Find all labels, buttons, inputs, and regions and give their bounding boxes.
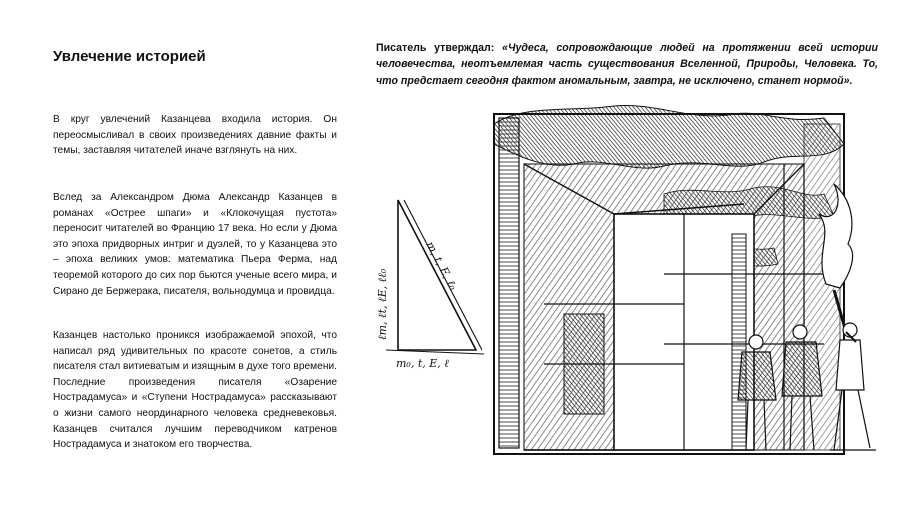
formula-hypotenuse: m, t, E, ℓ₀ [423, 239, 460, 293]
paragraph-dumas: Вслед за Александром Дюма Александр Казанцев в романах «Острее шпаги» и «Клокочущая пустота» переносит читателей во Францию 17 века. Но если у Дюма это эпоха придворных интриг и дуэлей, то у Казанцева это – эпоха великих умов: математика Пьера Ферма, над теоремой которого до сих пор бьются ученые всего мира, и Сирано де Бержерака, писателя, вольнодумца и провидца. [53, 192, 337, 297]
tower-illustration [364, 104, 884, 484]
quote-lead: Писатель утверждал: [376, 42, 503, 54]
page-title: Увлечение историей [53, 48, 206, 65]
paragraph-intro: В круг увлечений Казанцева входила история. Он переосмысливал в своих произведениях давние факты и темы, заставляя читателей иначе взглянуть на них. [53, 114, 337, 157]
formula-left: ℓm, ℓt, ℓE, ℓℓ₀ [376, 268, 389, 340]
formula-bottom: m₀, t, E, ℓ [396, 357, 449, 370]
paragraph-nostradamus: Казанцев настолько проникся изображаемой эпохой, что написал ряд удивительных по красоте сонетов, а стиль писателя стал витиеватым и изящным в духе того времени. Последние произведения писателя «Озарение Нострадамуса» и «Ступени Нострадамуса» рассказывают о жизни самого неординарного человека средневековья. Казанцев считался лучшим переводчиком катренов Нострадамуса и знатоком его творчества. [53, 330, 337, 451]
quote-text: «Чудеса, сопровождающие людей на протяжении всей истории человечества, неотъемлемая часть существования Вселенной, Природы, Человека. То, что предстает сегодня фактом аномальным, завтра, не исключено, станет нормой». [376, 42, 878, 87]
relativity-triangle [376, 200, 484, 370]
quote-block [376, 40, 878, 89]
